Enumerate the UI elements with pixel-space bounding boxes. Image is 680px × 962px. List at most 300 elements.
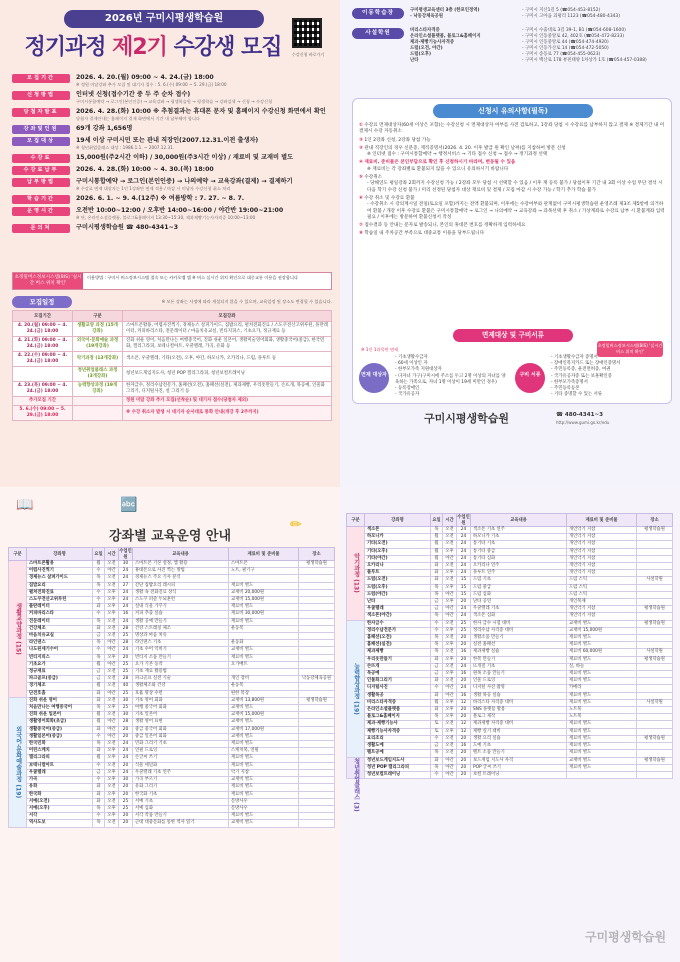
column-header: 교육내용 [133,548,229,561]
info-text: 인터넷 신청(접수기간 중 두 주 순차 접수) [76,91,191,98]
course-name: 스마트폰활용 [27,561,93,568]
content-cell: 뜨개질 기초 [471,663,567,670]
day-cell: 금 [431,606,443,613]
table-row [9,589,335,596]
capacity-cell: 24 [119,748,133,755]
table-row [9,769,335,776]
location-cell [637,678,673,685]
time-cell: 야간 [443,591,457,598]
day-cell: 금 [93,633,105,640]
time-cell: 오전 [443,721,457,728]
table-row [347,527,673,534]
content-cell: 스도쿠 퍼즐 두뇌훈련 [133,597,229,604]
capacity-cell: 27 [119,582,133,589]
location-cell: 평생학습원 [637,656,673,663]
column-header: 강좌명 [27,548,93,561]
materials-cell: 재료비 별도 [567,699,637,706]
course-name: 홈패션(실전) [365,642,431,649]
materials-cell: 실, 바늘 [567,663,637,670]
materials-cell: 문방사우 [229,805,299,812]
info-row [12,224,332,233]
content-cell: 플루트 연주 [471,570,567,577]
location-cell [299,769,335,776]
exempt-target-list [395,355,507,398]
day-cell: 화 [93,748,105,755]
location-cell: 낙동강체육공원 [299,676,335,683]
materials-cell: 개인악기 지참 [567,541,637,548]
column-header: 구분 [347,514,365,527]
day-cell: 수 [93,733,105,740]
course-name: 우리옷만들기 [365,656,431,663]
time-cell: 야간 [105,647,119,654]
day-cell: 화 [93,697,105,704]
table-row [347,699,673,706]
capacity-cell: 40 [119,683,133,690]
table-row [347,757,673,764]
info-sub: ※ 수강료 면제 대상자는 1인 1강좌만 면제 적용 / 마감 시 미납자 수강신청 취소 처리 [76,186,231,191]
info-text: 15,000원(주2시간 이하) / 30,000원(주3시간 이상) / 재료비 및 교재비 별도 [76,154,294,161]
course-name: 한국민화 [27,741,93,748]
day-cell: 화 [431,707,443,714]
table-row [347,555,673,562]
time-cell: 오전 [105,676,119,683]
materials-cell: 재료비 별도 [229,618,299,625]
materials-cell: 개인악기 지참 [567,534,637,541]
contact-value: - 구미시 지산1길 5 (☎054-453-8152) [522,8,601,13]
materials-cell: 편한 복장 [229,690,299,697]
info-value [70,154,332,161]
capacity-cell: 30 [119,561,133,568]
capacity-cell: 24 [119,597,133,604]
list-item: - 장애인복지카드 또는 장애인증명서 [551,361,621,367]
time-cell: 오후 [105,805,119,812]
table-row [347,771,673,778]
content-cell: 블로그 제작 [471,714,567,721]
location-cell [299,813,335,820]
table-row [9,741,335,748]
day-cell: 화 [431,656,443,663]
materials-cell: 개인악기 지참 [567,570,637,577]
table-row [347,721,673,728]
notice-text: 수강취소 [364,175,383,181]
table-row [9,561,335,568]
day-cell: 토 [431,721,443,728]
materials-cell: 재료비 별도 [229,654,299,661]
time-cell: 오후 [443,548,457,555]
location-cell [637,743,673,750]
table-row [13,406,332,421]
content-cell: 스마트폰 기본 설정, 앱 활용 [133,561,229,568]
info-text: 2026. 6. 1. ~ 9. 4.(12주) ※ 여름방학 : 7. 27. ~ 8. 7. [76,195,245,202]
list-item: - 기초생활수급자 [395,355,428,360]
capacity-cell: 15 [457,577,471,584]
location-cell [637,635,673,642]
course-name: 요리조리 [365,735,431,742]
course-name: 기타(오후) [365,548,431,555]
materials-cell [229,669,299,676]
materials-cell: 재료비 별도 [567,635,637,642]
day-cell: 월 [431,555,443,562]
capacity-cell: 24 [457,527,471,534]
materials-cell: 교재비 15,000원 [567,627,637,634]
table-row [347,764,673,771]
discount-title: 면제대상 및 구비서류 [453,329,573,342]
course-name: 서예(오후) [27,805,93,812]
info-text: 오전반 10:00~12:00 / 오후반 14:00~16:00 / 야간반 19:00~21:00 [76,207,284,214]
capacity-cell: 25 [119,661,133,668]
course-name: 라인댄스 [27,640,93,647]
time-cell: 오후 [105,769,119,776]
list-item [410,14,672,20]
content-cell: 파크골프 실전 기술 [133,676,229,683]
day-cell: 수 [93,589,105,596]
location-cell [637,721,673,728]
content-cell: 바리스타 자격증 대비 [471,699,567,706]
day-cell: 화 [93,798,105,805]
courses-cell: 한자급수, 정리수납전문가, 홈패션(오전), 홈패션(실전), 제과제빵, 우리옷만들기, 손뜨개, 목공예, 인물화그리기, 디지털사진, 설 그리기 등 [123,382,332,397]
content-cell: 가곡 부르기 [133,777,229,784]
materials-cell: 재료비 30,000원 [229,611,299,618]
list-item: - 한부모가족 지원대상자 [395,367,442,373]
notice-number: ③ [359,145,363,151]
materials-cell: 드럼 스틱 [567,584,637,591]
course-name: 한자급수 [365,620,431,627]
contact-list [404,8,672,20]
notice-section [340,0,680,487]
notice-sub: ※ 인터넷 접수 : 구미시통합예약 → 행정서비스 → 기타 접수 신청 → 접수 → 정기과정 선택 [367,152,548,158]
course-name: 우쿨렐레 [27,769,93,776]
course-name: 기타(야간) [365,555,431,562]
location-cell: 평생학습원 [637,606,673,613]
location-cell [299,647,335,654]
table-row [347,620,673,627]
day-cell: 화 [93,690,105,697]
col-courses: 모집강좌 [123,311,332,322]
table-row [347,534,673,541]
time-cell: 오후 [443,642,457,649]
course-name: 비리스타자격증 [365,699,431,706]
day-cell: 월 [431,699,443,706]
capacity-cell: 16 [457,743,471,750]
day-cell: 금 [431,663,443,670]
table-row [9,690,335,697]
course-name: 청년보컬트레이닝 [365,771,431,778]
time-cell: 오전 [443,527,457,534]
table-row [13,322,332,337]
bis-banner[interactable] [12,272,332,290]
time-cell: 오전 [443,649,457,656]
info-value [70,224,332,231]
content-cell: 하모니카 기초 [471,534,567,541]
day-cell: 목 [93,654,105,661]
table-row [9,582,335,589]
location-cell: 사설학원 [637,649,673,656]
time-cell: 오전 [105,561,119,568]
contact-value: - 구미시 수출대로 3길 39-1, B1 (☎054-608-1600) [522,28,626,33]
category-cell: 악기과정 (13개강좌) [73,352,123,367]
period-cell: 4. 22.(수) 09:00 ~ 4. 24.(금) 18:00 [13,352,73,367]
list-item: - 기타 증명할 수 있는 서류 [551,392,602,398]
materials-cell: 교재비 별도 [229,647,299,654]
materials-cell: 재료비 별도 [229,791,299,798]
course-name: 온라인소셜플랫폼 [365,707,431,714]
capacity-cell: 25 [119,805,133,812]
table-row [9,661,335,668]
table-row [347,613,673,620]
course-name: 우쿨렐레 [365,606,431,613]
time-cell: 오전 [443,750,457,757]
table-row [9,575,335,582]
materials-cell: 개인악기 지참 [567,563,637,570]
time-cell: 오후 [105,589,119,596]
materials-cell: 재료비 별도 [567,764,637,771]
table-row [13,352,332,367]
course-name: 보테니컬아트 [27,762,93,769]
content-cell: 연필 드로잉 [133,748,229,755]
content-cell: 통기타 기초 [471,541,567,548]
location-cell [637,555,673,562]
content-cell: 휴대폰으로 사진 찍는 방법 [133,568,229,575]
day-cell: 수 [431,771,443,778]
location-cell [299,705,335,712]
materials-cell: 교재비 별도 [567,620,637,627]
time-cell: 오후 [443,627,457,634]
course-name: 색소폰(야간) [365,613,431,620]
capacity-cell: 12 [457,721,471,728]
course-name: 서각 [27,813,93,820]
table-row [347,570,673,577]
location-cell [637,671,673,678]
day-cell: 화 [93,625,105,632]
column-header: 구분 [9,548,27,561]
materials-cell: 교재비 15,000원 [229,712,299,719]
day-cell: 금 [93,669,105,676]
bis-mini-banner[interactable]: 초정밀버스정보시스템(BIS) '실시간 버스 위치 확인' [597,341,663,357]
capacity-cell: 24 [457,570,471,577]
materials-cell: 교재비 20,000원 [229,589,299,596]
info-text: 19세 이상 구미시민 또는 관내 직장인(2007.12.31.이전 출생자) [76,137,259,144]
capacity-cell: 24 [457,685,471,692]
notice-number: ① [359,123,363,128]
day-cell: 목 [431,714,443,721]
notice-sub: - 당해연도 평일강좌 2회까지 수강신청 가능 / 2강좌 모두 당첨 시 선택할 수 있음 / 이후 재 등록 불가 / 당첨이후 기간 내 3회 이상 수업 무단 결석 시 다음 학기 수강 신청 불가 / 미리 선정된 당첨자 대상 재료비 및 결제 / 모집 마감 시 수강 가능 / 학기 추가 학습 불가 [367,181,663,193]
table-row [9,791,335,798]
capacity-cell: 24 [457,563,471,570]
capacity-cell: 25 [119,798,133,805]
notice-body [359,123,665,240]
info-label: 학습기간 [12,195,70,204]
day-cell: 화 [431,678,443,685]
capacity-cell: 24 [457,534,471,541]
course-name: 나도된세기수어 [27,647,93,654]
table-row [9,625,335,632]
time-cell: 오전 [105,820,119,827]
info-label: 당첨자발표 [12,108,70,117]
course-name: 블로그&홈페이지 [365,714,431,721]
info-row [12,137,332,151]
course-name: 인물화그리기 [365,678,431,685]
location-cell [637,728,673,735]
column-header: 요일 [93,548,105,561]
course-name: 처음만나는 여행중국어 [27,705,93,712]
materials-cell: 스마트폰 [229,561,299,568]
day-cell: 월 [93,719,105,726]
list-item: - 국가유공자 [395,392,420,398]
time-cell: 오전 [443,563,457,570]
location-cell [299,690,335,697]
table-row [347,584,673,591]
schedule-table-right [346,513,673,812]
course-name: 스도쿠전산고위루틴 [27,597,93,604]
capacity-cell: 24 [119,769,133,776]
table-row [347,750,673,757]
capacity-cell: 16 [457,692,471,699]
day-cell: 수 [93,647,105,654]
column-header: 장소 [637,514,673,527]
location-cell: 사설학원 [637,577,673,584]
schedule-left-section [0,487,340,962]
course-name: 제과·제빵기능사 [365,721,431,728]
info-row [12,178,332,192]
category-cell: 능력향상과정 (19개강좌) [73,382,123,397]
day-cell: 화 [93,791,105,798]
courses-cell: 진화 쉬운 영어, 처음만나는 여행중국어, 진화 쉬운 일본어, 생활미술영어회화, 생활중국어(중급), 한국민화, 캘리그라피, 보테니컬아트, 우쿨렐레, 가곡, 유화 등 [123,337,332,352]
contact-list [404,28,672,64]
time-cell: 오전 [105,762,119,769]
table-row [9,676,335,683]
table-row [9,748,335,755]
capacity-cell: 24 [119,647,133,654]
org-url[interactable]: http://www.gumi.go.kr/edu [556,420,610,425]
notice-item [359,231,665,237]
table-row [9,697,335,704]
materials-cell: 재료비 별도 [229,582,299,589]
content-cell: 생활 목공 실습 [471,692,567,699]
time-cell: 야간 [105,640,119,647]
day-cell: 목 [93,582,105,589]
time-cell: 오후 [443,728,457,735]
location-cell [299,669,335,676]
day-cell: 금 [93,676,105,683]
course-name: 캘리그라피 [27,755,93,762]
capacity-cell: 12 [457,728,471,735]
list-item: - 주민등록증, 운전면허증, 여권 [551,367,611,373]
category-cell: 외국어·문화예술 과정 (19개강좌) [73,337,123,352]
table-row [9,618,335,625]
content-cell: 생활체조와 건강 [133,683,229,690]
capacity-cell: 24 [457,548,471,555]
time-cell: 오후 [443,707,457,714]
group-cell: 청년취업클래스 (3) [347,757,365,779]
capacity-cell: 16 [457,671,471,678]
course-name: 색소폰 [365,527,431,534]
materials-cell: 드럼 스틱 [567,591,637,598]
qr-code-icon[interactable] [292,18,322,48]
capacity-cell: 20 [119,820,133,827]
day-cell: 월 [93,683,105,690]
materials-cell: 재료비 별도 [567,721,637,728]
info-value [70,91,332,105]
capacity-cell: 24 [457,606,471,613]
table-row [13,367,332,382]
info-value [70,74,332,88]
location-cell [299,597,335,604]
content-cell: 건강 스트레칭 체조 [133,625,229,632]
time-cell: 오전 [443,577,457,584]
table-row [9,640,335,647]
info-label: 강좌및인원 [12,125,70,134]
time-cell: 오전 [105,697,119,704]
table-row [9,705,335,712]
location-cell: 평생학습원 [299,697,335,704]
time-cell: 오전 [105,633,119,640]
day-cell: 금 [431,743,443,750]
course-name: 청년 POP 캘리그라피 [365,764,431,771]
table-row [347,599,673,606]
info-text: 69개 강좌 1,656명 [76,125,133,132]
category-cell [73,397,123,406]
time-cell: 오후 [443,714,457,721]
time-cell: 야간 [443,692,457,699]
abc-blocks-icon: 🔤 [120,497,138,513]
time-cell: 오전 [443,678,457,685]
materials-cell: 문방사우 [229,798,299,805]
course-name: 기초요가 [27,661,93,668]
capacity-cell: 24 [119,575,133,582]
materials-cell [567,771,637,778]
info-value [70,108,332,122]
column-header: 요일 [431,514,443,527]
column-header: 장소 [299,548,335,561]
table-row [9,777,335,784]
time-cell: 오전 [443,541,457,548]
location-cell [299,798,335,805]
group-cell: 외국어·문화예술과정 (19) [9,697,27,827]
time-cell: 오전 [105,582,119,589]
course-name: 난타 [365,599,431,606]
table-row [9,568,335,575]
location-cell: 평생학습원 [299,561,335,568]
content-cell: 도예 기초 [471,743,567,750]
content-cell: 통기타 심화 [471,555,567,562]
course-name: 하모니카 [365,534,431,541]
day-cell: 목 [431,613,443,620]
day-cell: 수 [431,685,443,692]
day-cell: 화 [431,577,443,584]
capacity-cell: 24 [457,613,471,620]
period-cell: 4. 23.(목) 09:00 ~ 4. 24.(금) 18:00 [13,382,73,397]
column-header: 시간 [443,514,457,527]
time-cell: 오후 [105,813,119,820]
location-cell [299,640,335,647]
location-cell: 사설학원 [637,699,673,706]
content-cell: 드럼 중급 [471,584,567,591]
content-cell: 우쿨렐레 기초 [471,606,567,613]
info-list [12,74,332,236]
location-cell [637,599,673,606]
table-row [347,678,673,685]
course-note: ※ 모든 강좌는 사정에 따라 개설되지 않을 수 있으며, 교육일정 및 장소도 변경될 수 있습니다. [161,299,332,304]
materials-cell: 재료비 60,000원 [567,649,637,656]
notice-number: ⑥ [359,195,363,201]
content-cell: 제과제빵 자격증 대비 [471,721,567,728]
day-cell: 목 [431,635,443,642]
info-row [12,154,332,163]
day-cell: 목 [93,618,105,625]
capacity-cell: 20 [119,784,133,791]
location-cell [299,784,335,791]
exempt-target-badge: 면제 대상자 [359,363,389,393]
